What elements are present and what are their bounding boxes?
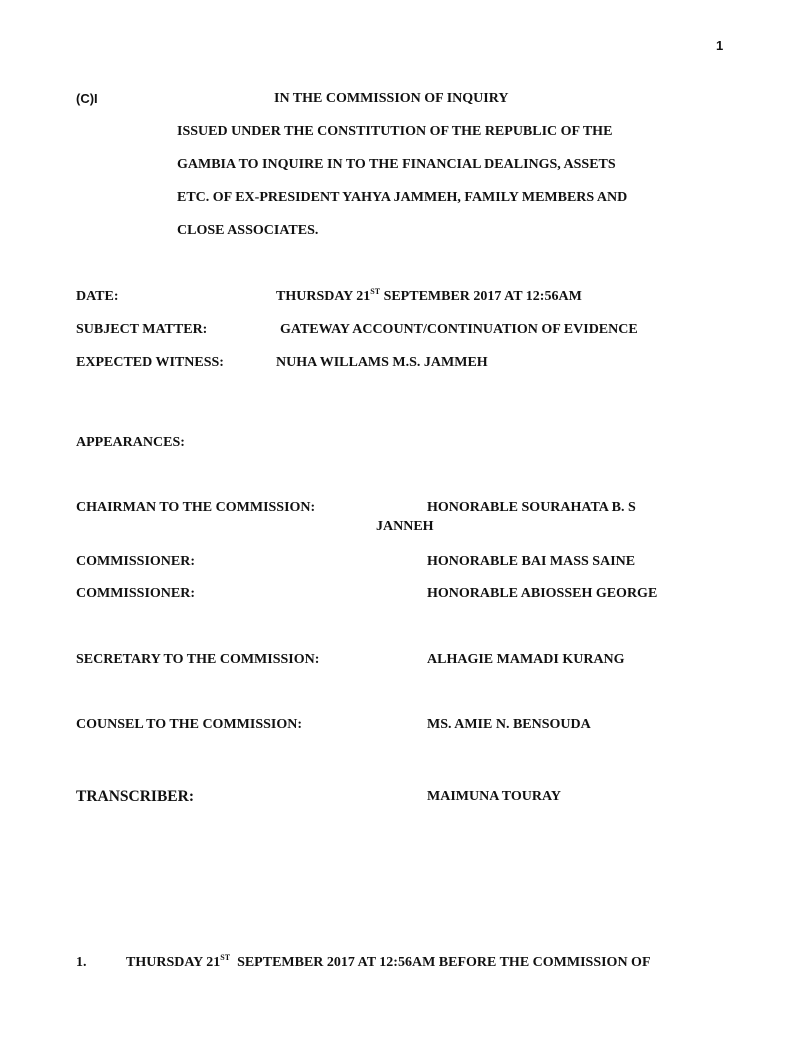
commissioner-label: COMMISSIONER: [76, 554, 196, 569]
secretary-label: SECRETARY TO THE COMMISSION: [76, 652, 320, 667]
commissioner-value: HONORABLE BAI MASS SAINE [427, 554, 636, 569]
transcript-ordinal: ST [220, 953, 231, 962]
transcript-line-1 [126, 955, 651, 971]
transcript-line-number: 1. [76, 955, 87, 970]
date-value-rest: SEPTEMBER 2017 AT 12:56AM [380, 289, 582, 304]
header-line-2: GAMBIA TO INQUIRE IN TO THE FINANCIAL DEALINGS, ASSETS [177, 157, 616, 172]
chairman-value: HONORABLE SOURAHATA B. S [427, 500, 636, 515]
document-tag: (C)I [76, 91, 98, 106]
counsel-value: MS. AMIE N. BENSOUDA [427, 717, 591, 732]
transcriber-value: MAIMUNA TOURAY [427, 789, 561, 804]
document-title: IN THE COMMISSION OF INQUIRY [274, 91, 509, 106]
transcript-rest: SEPTEMBER 2017 AT 12:56AM BEFORE THE COMMISSION OF [230, 955, 651, 970]
commissioner-label: COMMISSIONER: [76, 586, 196, 601]
subject-label: SUBJECT MATTER: [76, 322, 208, 337]
counsel-label: COUNSEL TO THE COMMISSION: [76, 717, 303, 732]
header-line-4: CLOSE ASSOCIATES. [177, 223, 319, 238]
chairman-label: CHAIRMAN TO THE COMMISSION: [76, 500, 316, 515]
page-number: 1 [716, 38, 724, 53]
witness-value: NUHA WILLAMS M.S. JAMMEH [276, 355, 488, 370]
header-line-3: ETC. OF EX-PRESIDENT YAHYA JAMMEH, FAMILY MEMBERS AND [177, 190, 628, 205]
appearances-heading: APPEARANCES: [76, 435, 185, 450]
commissioner-value: HONORABLE ABIOSSEH GEORGE [427, 586, 658, 601]
transcriber-label: TRANSCRIBER: [76, 788, 194, 805]
date-value-ordinal: ST [370, 287, 381, 296]
chairman-value-continued: JANNEH [376, 519, 434, 534]
date-label: DATE: [76, 289, 119, 304]
secretary-value: ALHAGIE MAMADI KURANG [427, 652, 625, 667]
subject-value: GATEWAY ACCOUNT/CONTINUATION OF EVIDENCE [280, 322, 638, 337]
date-value [276, 289, 582, 305]
transcript-day: THURSDAY 21 [126, 955, 221, 970]
witness-label: EXPECTED WITNESS: [76, 355, 224, 370]
date-value-day: THURSDAY 21 [276, 289, 371, 304]
header-line-1: ISSUED UNDER THE CONSTITUTION OF THE REPUBLIC OF THE [177, 124, 613, 139]
